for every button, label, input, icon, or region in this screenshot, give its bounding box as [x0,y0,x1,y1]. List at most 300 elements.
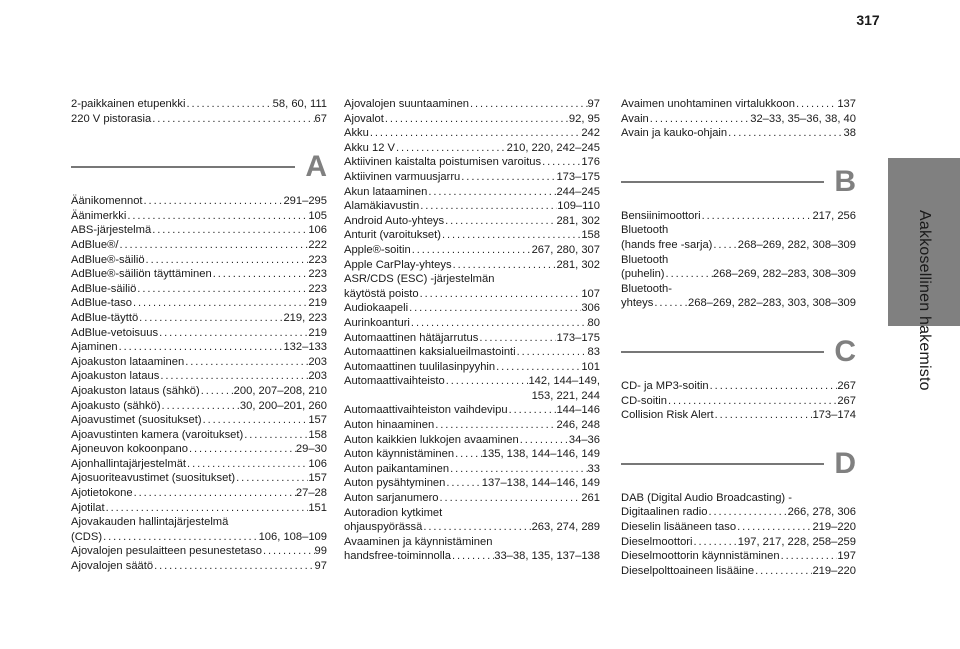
index-entry-term: Ajoavustimet (suositukset) [71,414,202,427]
index-entry-pages: 157 [308,414,327,427]
index-entry-pages: 132–133 [283,341,327,354]
dot-leader [136,282,308,297]
index-entry-continuation: 153, 221, 244 [531,389,600,402]
index-entry [344,214,600,229]
index-entry-pages: 106, 108–109 [258,530,327,543]
dot-leader [445,476,481,491]
intro-list [71,97,327,126]
index-entry-term: AdBlue®-säiliön täyttäminen [71,268,212,281]
index-entry [71,296,327,311]
section-header-d [621,445,856,485]
index-entry-pages: 83 [587,346,600,359]
index-entry [344,185,600,200]
index-entry-term: Auton sarjanumero [344,492,439,505]
dot-leader [188,442,296,457]
index-entry [344,520,600,535]
index-entry-pages: 92, 95 [568,112,600,125]
dot-leader [754,564,812,579]
index-entry [344,243,600,258]
dot-leader [419,287,582,302]
index-entry [621,112,856,127]
index-entry-pages: 144–146 [556,404,600,417]
dot-leader [516,345,588,360]
index-entry-pages: 291–295 [283,195,327,208]
dot-leader [126,209,308,224]
index-entry-pages: 105 [308,209,327,222]
index-entry-term: (hands free -sarja) [621,238,713,251]
section-rule [621,181,824,183]
index-entry [344,228,600,243]
index-entry-term: handsfree-toiminnolla [344,550,451,563]
index-entry [71,384,327,399]
index-entry-term: Apple®-soitin [344,243,411,256]
index-entry-term: Alamäkiavustin [344,200,420,213]
index-entry [621,535,856,550]
index-entry-term: Ajosuoriteavustimet (suositukset) [71,472,236,485]
dot-leader [159,369,308,384]
index-entry [71,223,327,238]
side-tab-title-wrap [888,210,960,570]
section-rule [621,463,824,465]
dot-leader [714,408,813,423]
index-entry [344,170,600,185]
dot-leader [212,267,309,282]
index-entry-term: Dieselin lisääneen taso [621,520,737,533]
index-entry [71,112,327,127]
index-entry-pages: 137–138, 144–146, 149 [481,477,600,490]
index-entry [621,97,856,112]
index-entry-term: Äänimerkki [71,209,127,222]
index-entry [344,374,600,389]
index-column-2 [344,97,600,564]
index-entry [621,408,856,423]
index-entry-term: Ajotilat [71,501,105,514]
index-entry-pages: 203 [308,370,327,383]
index-entry [71,267,327,282]
index-entry [621,126,856,141]
dot-leader [243,428,308,443]
index-entry-term: Automaattinen tuulilasinpyyhin [344,360,496,373]
index-entry [344,462,600,477]
index-entry-term: ohjauspyörässä [344,521,423,534]
index-entry-pages: 203 [308,355,327,368]
index-entry-pages: 261 [581,492,600,505]
dot-leader [235,471,308,486]
index-entry-term: Dieselpolttoaineen lisääine [621,564,755,577]
section-letter-a: A [305,150,327,184]
index-entry-pages: 109–110 [557,200,600,213]
index-entry-term: CD- ja MP3-soitin [621,379,709,392]
index-entry-term: käytöstä poisto [344,287,419,300]
dot-leader [693,535,738,550]
dot-leader [653,296,688,311]
col3-intro-list [621,97,856,141]
index-entry-term: Avaimen unohtaminen virtalukkoon [621,98,795,110]
dot-leader [478,331,556,346]
index-entry-text: ASR/CDS (ESC) -järjestelmän [344,273,495,286]
index-entry [71,486,327,501]
dot-leader [185,97,272,112]
index-entry-pages: 101 [581,360,600,373]
index-entry-text: Bluetooth [621,224,669,237]
index-entry-pages: 173–175 [556,331,600,344]
index-entry-term: Bensiinimoottori [621,209,701,222]
index-entry-term: Akku [344,127,369,140]
dot-leader [451,549,494,564]
index-entry [344,447,600,462]
index-entry [71,209,327,224]
dot-leader [184,355,308,370]
index-entry-pages: 173–174 [812,409,856,422]
index-entry-term: Akku 12 V [344,141,395,154]
dot-leader [727,126,843,141]
index-entry-term: Ajoneuvon kokoonpano [71,443,188,456]
index-entry [344,331,600,346]
dot-leader [454,447,482,462]
section-rule [71,166,295,168]
dot-leader [395,141,507,156]
index-entry-pages: 267 [837,394,856,407]
index-entry [71,428,327,443]
index-entry-pages: 268–269, 282–283, 303, 308–309 [688,297,856,310]
index-entry [344,360,600,375]
index-entry [71,530,327,545]
index-entry-text: Bluetooth- [621,282,672,295]
index-entry-text: Ajovakauden hallintajärjestelmä [71,516,229,529]
index-entry-term: Ajoakuston lataus (sähkö) [71,384,200,397]
index-entry [71,355,327,370]
dot-leader [384,112,569,127]
dot-leader [200,384,234,399]
index-entry-term: Auton kaikkien lukkojen avaaminen [344,433,519,446]
index-entry [71,97,327,112]
index-entry-term: Auton pysähtyminen [344,477,446,490]
index-entry-term: AdBlue-täyttö [71,311,139,324]
index-column-1 [71,97,327,574]
dot-leader [780,549,838,564]
index-entry-term: Automaattinen kaksialueilmastointi [344,346,516,359]
col2-list-1 [344,97,600,272]
dot-leader [460,170,556,185]
index-entry-term: AdBlue-vetoisuus [71,326,159,339]
index-entry [621,267,856,282]
index-entry-term: Aktiivinen varmuusjarru [344,170,461,183]
index-entry [71,544,327,559]
index-entry [344,549,600,564]
index-entry-term: AdBlue-taso [71,297,132,310]
index-entry [71,399,327,414]
section-header-b [621,163,856,203]
index-entry [71,282,327,297]
index-entry-pages: 268–269, 282–283, 308–309 [712,268,856,281]
section-letter-c: C [834,334,856,368]
index-entry-pages: 263, 274, 289 [531,521,600,534]
index-entry-pages: 58, 60, 111 [272,98,327,110]
index-entry-term: Ajoakuston lataaminen [71,355,185,368]
dot-leader [445,374,529,389]
index-entry [344,345,600,360]
index-entry-term: Automaattinen hätäjarrutus [344,331,479,344]
index-entry-pages: 158 [308,428,327,441]
index-entry-pages: 97 [314,560,327,573]
dot-leader [118,340,284,355]
index-entry [621,394,856,409]
index-entry [71,457,327,472]
index-entry [71,471,327,486]
index-entry-pages: 242 [581,127,600,140]
dot-leader [495,360,581,375]
index-entry-pages: 30, 200–201, 260 [239,399,327,412]
dot-leader [186,457,308,472]
index-entry [71,413,327,428]
index-entry-pages: 107 [581,287,600,300]
index-entry-term: Audiokaapeli [344,302,409,315]
index-entry-term: Dieselmoottori [621,535,693,548]
section-a-list [71,194,327,515]
index-entry [621,379,856,394]
section-letter-d: D [834,446,856,480]
index-entry-pages: 135, 138, 144–146, 149 [481,448,600,461]
index-entry-term: Collision Risk Alert [621,409,714,422]
index-entry-term: Avain [621,112,649,125]
index-entry-term: Aurinkoanturi [344,316,410,329]
index-entry [621,564,856,579]
col2-list-3 [344,403,600,505]
index-entry-pages: 34–36 [568,433,600,446]
index-entry-pages: 268–269, 282, 308–309 [737,238,856,251]
index-entry-term: AdBlue-säiliö [71,282,137,295]
index-entry-term: Auton paikantaminen [344,462,450,475]
dot-leader [441,228,581,243]
index-entry-pages: 106 [308,224,327,237]
index-entry [71,326,327,341]
section-b-list-3 [621,267,856,282]
index-entry-pages: 223 [308,253,327,266]
index-entry-term: Auton hinaaminen [344,419,435,432]
index-entry-term: Anturit (varoitukset) [344,229,441,242]
section-b-list-1 [621,209,856,224]
dot-leader [369,126,581,141]
index-entry-pages: 223 [308,268,327,281]
index-entry-pages: 223 [308,282,327,295]
index-entry-term: Äänikomennot [71,195,143,208]
dot-leader [649,112,750,127]
index-entry-pages: 266, 278, 306 [787,506,856,519]
dot-leader [469,97,588,112]
dot-leader [667,394,837,409]
dot-leader [508,403,557,418]
index-entry-term: Ajovalojen säätö [71,560,154,573]
dot-leader [408,301,581,316]
index-entry-term: (puhelin) [621,268,665,281]
index-entry-pages: 157 [308,472,327,485]
index-entry-pages: 219–220 [812,564,856,577]
index-entry-term: Dieselmoottorin käynnistäminen [621,550,780,563]
index-entry [344,287,600,302]
index-entry [71,253,327,268]
index-entry-pages: 151 [308,501,327,514]
index-entry-term: Apple CarPlay-yhteys [344,258,452,271]
index-entry [344,316,600,331]
index-entry [71,442,327,457]
index-entry-pages: 210, 220, 242–245 [506,141,600,154]
dot-leader [707,505,787,520]
dot-leader [411,243,532,258]
index-entry-term: 220 V pistorasia [71,112,152,125]
section-rule [621,351,824,353]
index-entry [344,476,600,491]
dot-leader [434,418,556,433]
side-tab-title: Aakkosellinen hakemisto [916,210,933,391]
dot-leader [419,199,557,214]
index-entry-text: Bluetooth [621,253,669,266]
page-number: 317 [856,12,880,28]
index-entry-pages: 97 [587,98,600,110]
index-entry [71,238,327,253]
index-entry [71,559,327,574]
section-c-list [621,379,856,423]
index-entry [621,505,856,520]
index-entry-pages: 267 [837,379,856,392]
index-entry [621,296,856,311]
section-header-a [71,148,327,188]
index-entry [344,403,600,418]
index-entry-term: CD-soitin [621,394,668,407]
index-entry [344,126,600,141]
index-entry-pages: 217, 256 [812,209,856,222]
index-entry-pages: 197, 217, 228, 258–259 [737,535,856,548]
dot-leader [439,491,582,506]
index-entry-pages: 80 [587,316,600,329]
index-entry [621,209,856,224]
index-entry-text: Autoradion kytkimet [344,506,443,519]
dot-leader [701,209,813,224]
index-entry [71,369,327,384]
index-entry-term: Akun lataaminen [344,185,428,198]
dot-leader [143,194,284,209]
dot-leader [519,433,569,448]
index-entry-pages: 219 [308,297,327,310]
index-entry-pages: 33 [587,462,600,475]
index-entry-text: DAB (Digital Audio Broadcasting) - [621,491,792,504]
index-entry [344,301,600,316]
index-entry-pages: 142, 144–149, [528,375,600,388]
section-b-list-2 [621,238,856,253]
index-entry-term: Ajovalojen suuntaaminen [344,98,470,110]
index-entry-pages: 33–38, 135, 137–138 [494,550,600,563]
index-entry-pages: 244–245 [556,185,600,198]
section-header-c [621,333,856,373]
dot-leader [541,155,581,170]
dot-leader [262,544,315,559]
index-entry-pages: 197 [837,550,856,563]
dot-leader [449,462,587,477]
dot-leader [161,399,240,414]
dot-leader [410,316,588,331]
index-entry-term: Android Auto-yhteys [344,214,445,227]
index-entry-pages: 27–28 [295,487,327,500]
dot-leader [153,559,314,574]
dot-leader [422,520,531,535]
index-entry-term: ABS-järjestelmä [71,224,152,237]
index-entry-pages: 158 [581,229,600,242]
index-entry [344,155,600,170]
dot-leader [102,530,258,545]
section-a-tail-list [71,530,327,574]
index-entry-pages: 267, 280, 307 [531,243,600,256]
index-entry-term: 2-paikkainen etupenkki [71,98,186,110]
dot-leader [736,520,812,535]
index-entry-term: Ajaminen [71,341,118,354]
index-entry [71,194,327,209]
dot-leader [151,112,314,127]
dot-leader [151,223,308,238]
index-entry-pages: 29–30 [295,443,327,456]
index-entry-pages: 281, 302 [556,214,600,227]
index-entry [344,112,600,127]
index-column-3 [621,97,856,578]
index-entry-term: Aktiivinen kaistalta poistumisen varoitus [344,156,542,169]
dot-leader [709,379,838,394]
index-entry-text: Avaaminen ja käynnistäminen [344,535,493,548]
index-entry-pages: 200, 207–208, 210 [233,384,327,397]
dot-leader [795,97,837,112]
index-entry [344,97,600,112]
dot-leader [132,296,308,311]
index-entry [71,501,327,516]
index-entry-pages: 281, 302 [556,258,600,271]
index-entry-pages: 246, 248 [556,419,600,432]
section-letter-b: B [834,164,856,198]
index-entry [71,340,327,355]
index-entry-pages: 219, 223 [283,311,327,324]
section-b-list-4 [621,296,856,311]
index-entry-term: yhteys [621,297,654,310]
dot-leader [452,258,557,273]
index-entry-pages: 38 [843,127,856,140]
index-entry [344,433,600,448]
index-entry [71,311,327,326]
dot-leader [202,413,309,428]
index-entry-term: Ajoavustinten kamera (varoitukset) [71,428,244,441]
index-entry-pages: 106 [308,457,327,470]
index-entry [621,520,856,535]
dot-leader [712,238,737,253]
index-entry-term: AdBlue®-säiliö [71,253,145,266]
dot-leader [427,185,556,200]
index-entry-term: Ajoakusto (sähkö) [71,399,161,412]
index-entry-pages: 219–220 [812,520,856,533]
dot-leader [145,253,309,268]
index-entry-term: Ajovalojen pesulaitteen pesunestetaso [71,545,262,558]
index-entry-term: Ajotietokone [71,487,133,500]
index-entry-term: Ajonhallintajärjestelmät [71,457,187,470]
index-entry-pages: 67 [314,112,327,125]
index-entry-term: Avain ja kauko-ohjain [621,127,728,140]
col2-list-4 [344,520,600,535]
index-entry-pages: 173–175 [556,170,600,183]
index-entry-term: Automaattivaihteisto [344,375,445,388]
col2-list-5 [344,549,600,564]
dot-leader [133,486,296,501]
section-d-list [621,505,856,578]
col2-list-2 [344,287,600,389]
index-entry [344,258,600,273]
index-entry-term: Digitaalinen radio [621,506,708,519]
dot-leader [118,238,308,253]
index-entry-term: Automaattivaihteiston vaihdevipu [344,404,508,417]
index-entry [621,549,856,564]
